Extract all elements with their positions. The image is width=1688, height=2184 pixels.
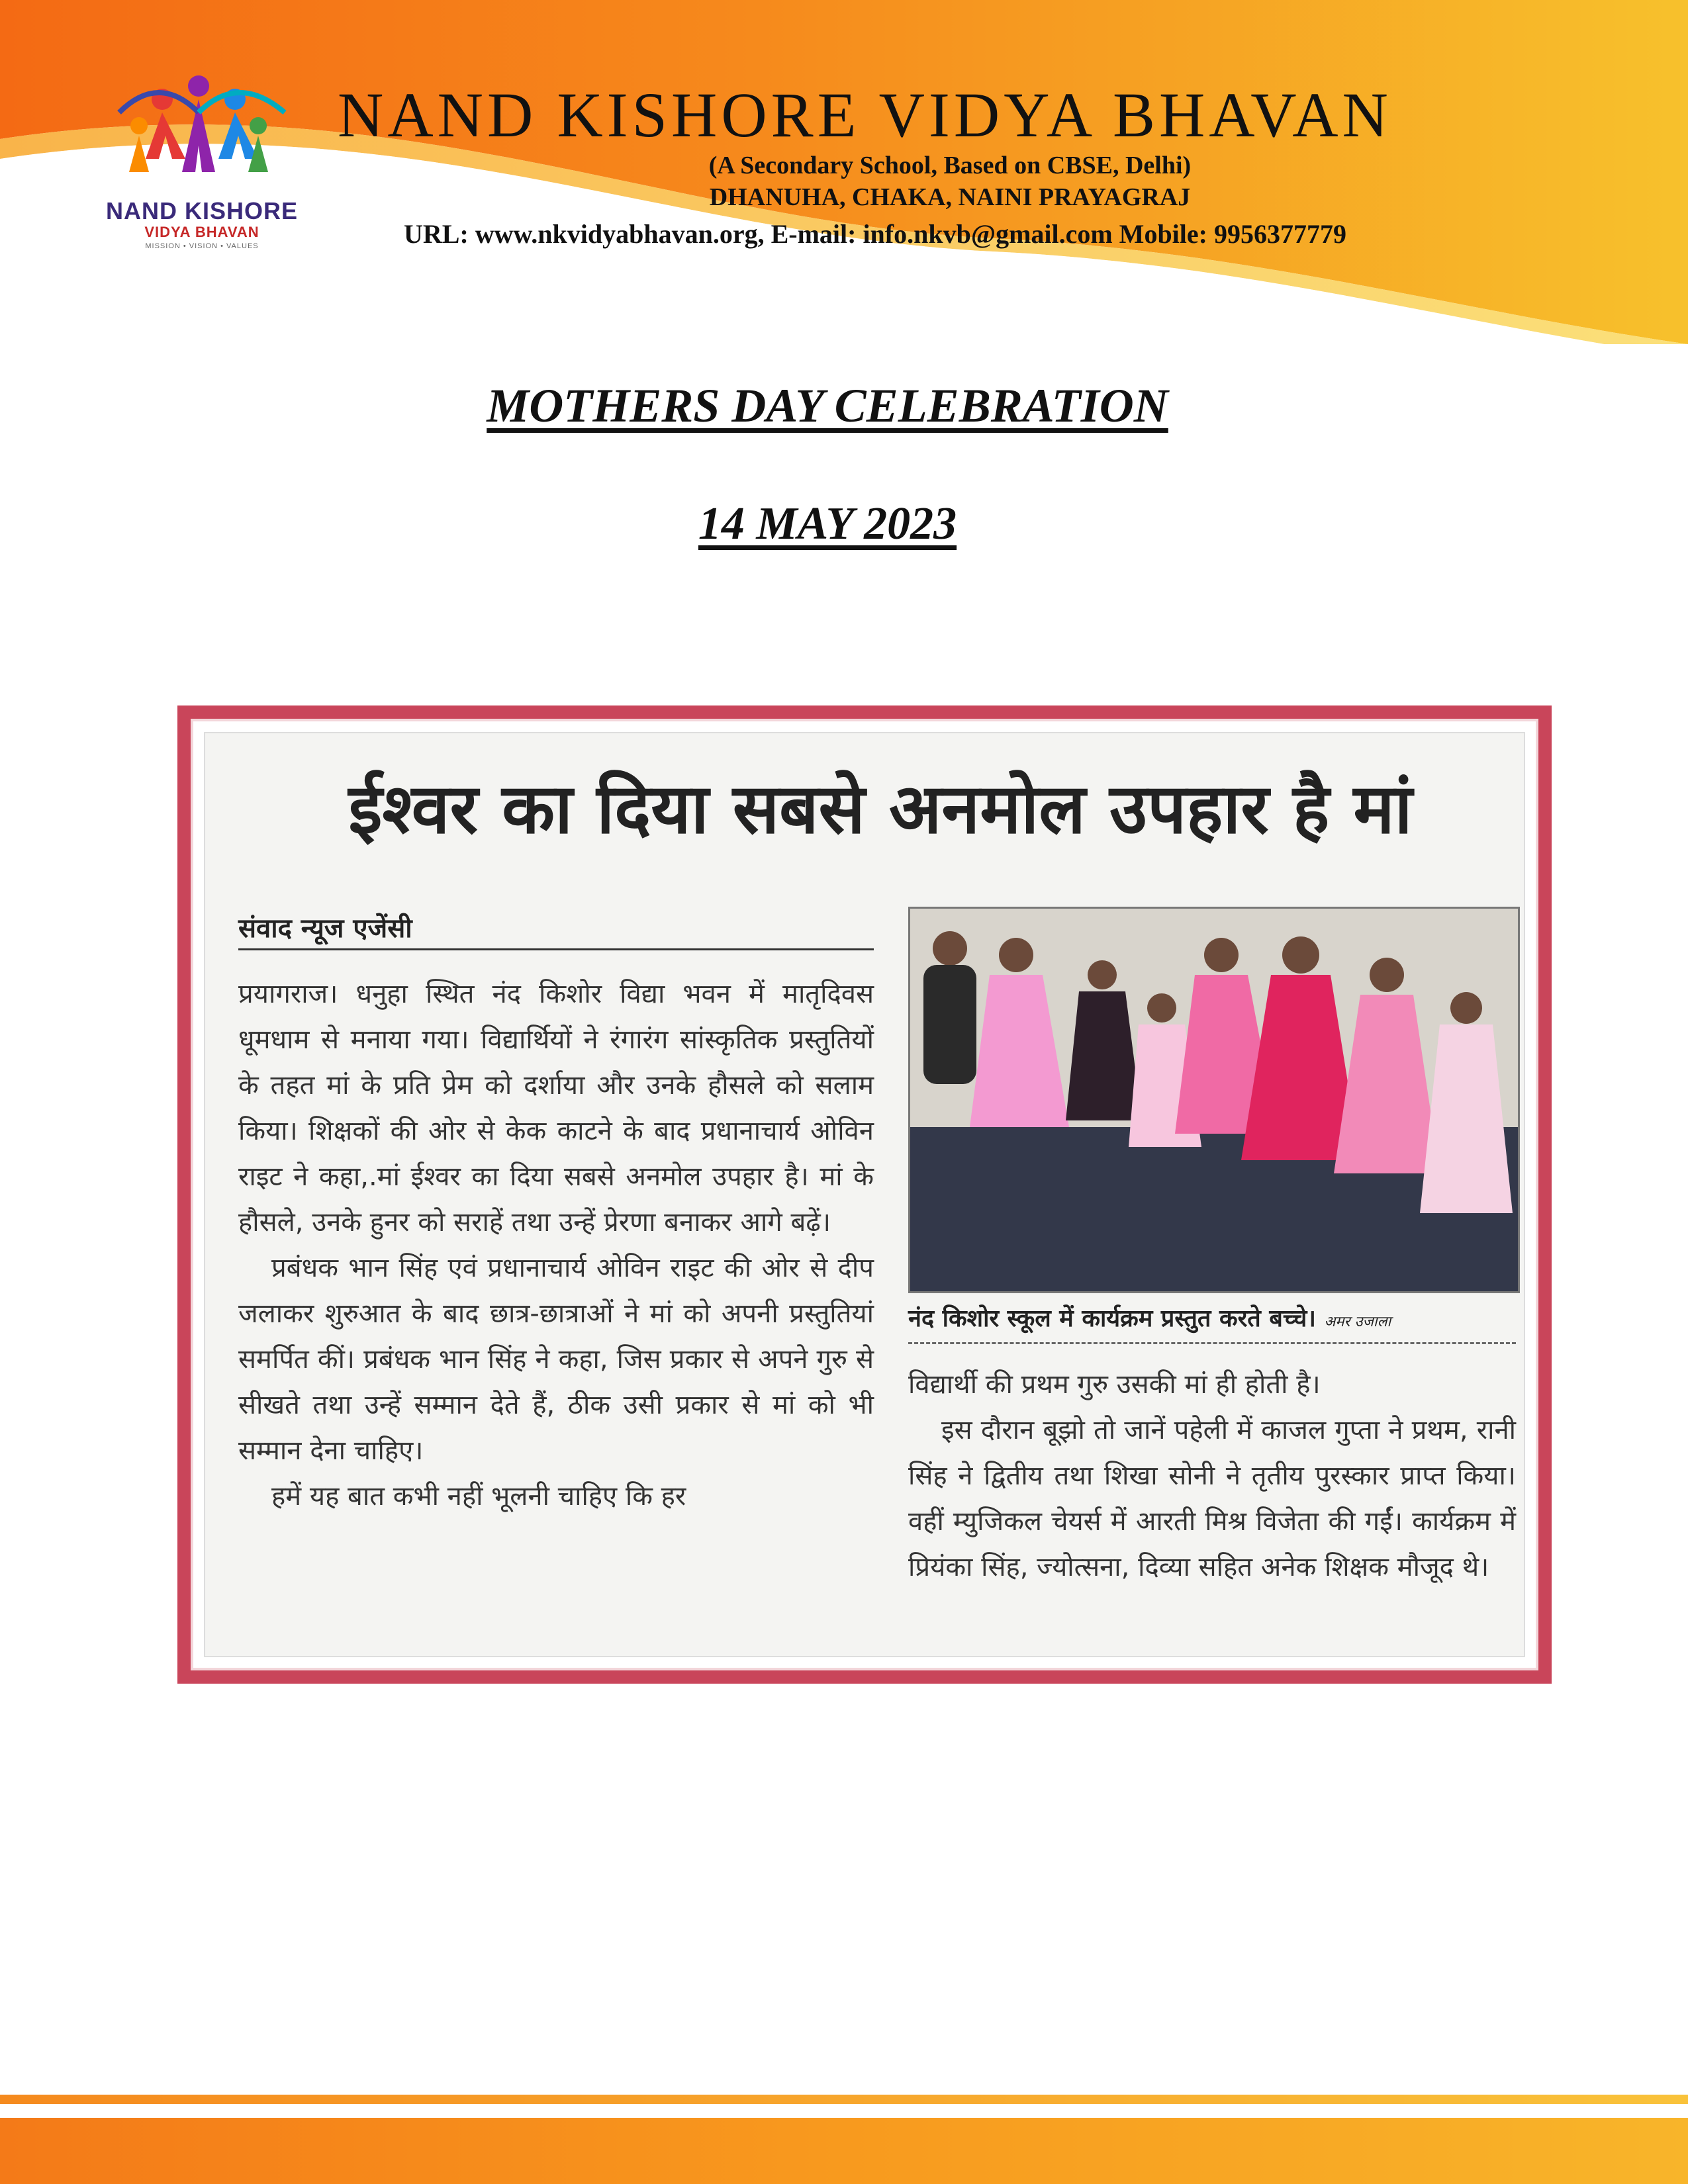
article-paragraph: विद्यार्थी की प्रथम गुरु उसकी मां ही होती है। <box>908 1369 1321 1400</box>
children-dancing-photo-icon <box>910 909 1518 1291</box>
footer-line <box>0 2095 1688 2104</box>
footer-band <box>0 2118 1688 2184</box>
photo-credit: अमर उजाला <box>1324 1314 1391 1330</box>
photo-caption <box>908 1301 1516 1334</box>
logo-tagline: MISSION • VISION • VALUES <box>145 242 259 250</box>
school-affiliation: (A Secondary School, Based on CBSE, Delhi) <box>708 152 1192 179</box>
article-photo <box>908 907 1520 1293</box>
clipping-byline: संवाद न्यूज एजेंसी <box>238 913 412 944</box>
article-paragraph: प्रबंधक भान सिंह एवं प्रधानाचार्य ओविन राइट की ओर से दीप जलाकर शुरुआत के बाद छात्र-छात्राओं ने मां को अपनी प्रस्तुतियां समर्पित कीं। प्रबंधक भान सिंह ने कहा, जिस प्रकार से अपने गुरु से सीखते तथा उन्हें सम्मान देते हैं, ठीक उसी प्रकार से मां को भी सम्मान देना चाहिए। <box>238 1253 874 1466</box>
article-right-column <box>908 1362 1516 1590</box>
clipping-paper <box>204 732 1525 1657</box>
newspaper-clipping <box>177 705 1552 1684</box>
article-left-column <box>238 972 874 1520</box>
article-paragraph: इस दौरान बूझो तो जानें पहेली में काजल गुप्ता ने प्रथम, रानी सिंह ने द्वितीय तथा शिखा सोनी ने तृतीय पुरस्कार प्राप्त किया। वहीं म्युजिकल चेयर्स में आरती मिश्र विजेता की गईं। कार्यक्रम में प्रियंका सिंह, ज्योत्सना, दिव्या सहित अनेक शिक्षक मौजूद थे। <box>908 1415 1516 1582</box>
clipping-inner <box>191 719 1538 1670</box>
photo-caption-text: नंद किशोर स्कूल में कार्यक्रम प्रस्तुत करते बच्चे। <box>908 1305 1316 1332</box>
clipping-headline: ईश्वर का दिया सबसे अनमोल उपहार है मां <box>348 768 1413 849</box>
event-date: 14 MAY 2023 <box>698 498 957 549</box>
article-paragraph: हमें यह बात कभी नहीं भूलनी चाहिए कि हर <box>271 1481 686 1512</box>
caption-divider <box>908 1342 1516 1344</box>
byline-rule <box>238 948 874 950</box>
school-name: NAND KISHORE VIDYA BHAVAN <box>338 79 1392 150</box>
article-paragraph: प्रयागराज। धनुहा स्थित नंद किशोर विद्या भवन में मातृदिवस धूमधाम से मनाया गया। विद्यार्थियों ने रंगारंग सांस्कृतिक प्रस्तुतियों के तहत मां के प्रति प्रेम को दर्शाया और उनके हौसले को सलाम किया। शिक्षकों की ओर से केक काटने के बाद प्रधानाचार्य ओविन राइट ने कहा,.मां ईश्वर का दिया सबसे अनमोल उपहार है। मां के हौसले, उनके हुनर को सराहें तथा उन्हें प्रेरणा बनाकर आगे बढ़ें। <box>238 979 874 1238</box>
logo-name: NAND KISHORE <box>105 197 298 224</box>
logo-subtitle: VIDYA BHAVAN <box>144 224 259 240</box>
event-title: MOTHERS DAY CELEBRATION <box>487 379 1168 432</box>
school-address: DHANUHA, CHAKA, NAINI PRAYAGRAJ <box>709 183 1191 211</box>
school-contact: URL: www.nkvidyabhavan.org, E-mail: info.nkvb@gmail.com Mobile: 9956377779 <box>404 219 1346 249</box>
